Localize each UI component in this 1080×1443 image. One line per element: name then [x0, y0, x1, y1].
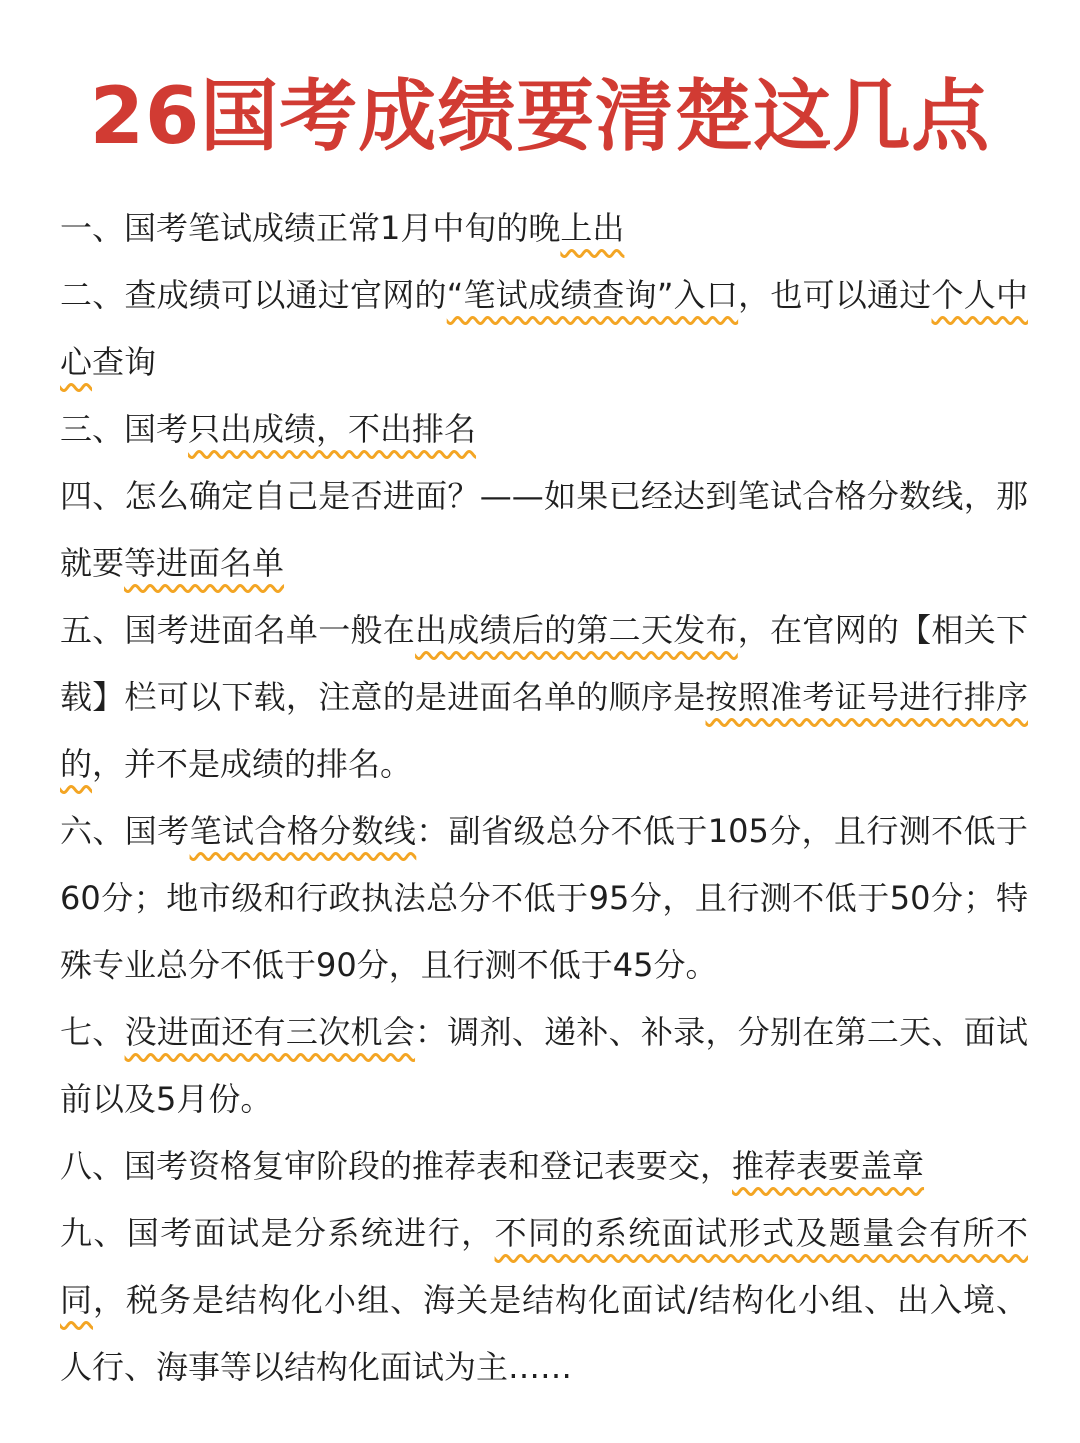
list-item	[60, 463, 1028, 597]
item-text: 七、	[60, 1013, 125, 1051]
highlighted-text: 按照准考证号进行排序的	[60, 678, 1028, 783]
item-text: ，在官网的【相关下载】栏可以下载，注意的是进面名单的顺序是	[60, 611, 1028, 716]
list-item	[60, 1200, 1028, 1401]
item-text: ：调剂、递补、补录，分别在第二天、面试前以及5月份。	[60, 1013, 1028, 1118]
item-text: 六、国考	[60, 812, 190, 850]
list-item	[60, 999, 1028, 1133]
highlighted-text: 出成绩后的第二天发布	[415, 611, 738, 649]
highlighted-text: 不同的系统面试形式及题量会有所不同	[60, 1214, 1028, 1319]
item-text: 五、国考进面名单一般在	[60, 611, 416, 649]
item-text: 四、怎么确定自己是否进面？——如果已经达到笔试合格分数线，那就要	[60, 477, 1028, 582]
item-text: ，也可以通过	[738, 276, 932, 314]
item-text: 八、国考资格复审阶段的推荐表和登记表要交，	[60, 1147, 733, 1185]
page-title: 26国考成绩要清楚这几点	[89, 72, 991, 162]
highlighted-text: 上出	[560, 209, 625, 247]
item-text: 一、国考笔试成绩正常1月中旬的晚	[60, 209, 561, 247]
item-text: ：副省级总分不低于105分，且行测不低于60分；地市级和行政执法总分不低于95分，且行测不低于50分；特殊专业总分不低于90分，且行测不低于45分。	[60, 812, 1028, 984]
highlighted-text: 推荐表要盖章	[732, 1147, 925, 1185]
item-text: 二、查成绩可以通过官网的	[60, 276, 447, 314]
list-item	[60, 396, 1028, 463]
content-list	[60, 195, 1028, 1401]
item-text: 九、国考面试是分系统进行，	[60, 1214, 495, 1252]
highlighted-text: “笔试成绩查询”入口	[446, 276, 739, 314]
highlighted-text: 个人中心	[60, 276, 1028, 381]
list-item	[60, 195, 1028, 262]
list-item	[60, 597, 1028, 798]
highlighted-text: 只出成绩，不出排名	[188, 410, 477, 448]
item-text: 查询	[92, 343, 157, 381]
highlighted-text: 没进面还有三次机会	[124, 1013, 416, 1051]
highlighted-text: 等进面名单	[124, 544, 285, 582]
item-text: ，并不是成绩的排名。	[92, 745, 413, 783]
item-text: ，税务是结构化小组、海关是结构化面试/结构化小组、出入境、人行、海事等以结构化面试为主……	[60, 1281, 1028, 1386]
item-text: 三、国考	[60, 410, 189, 448]
list-item	[60, 798, 1028, 999]
list-item	[60, 262, 1028, 396]
list-item	[60, 1133, 1028, 1200]
highlighted-text: 笔试合格分数线	[189, 812, 417, 850]
